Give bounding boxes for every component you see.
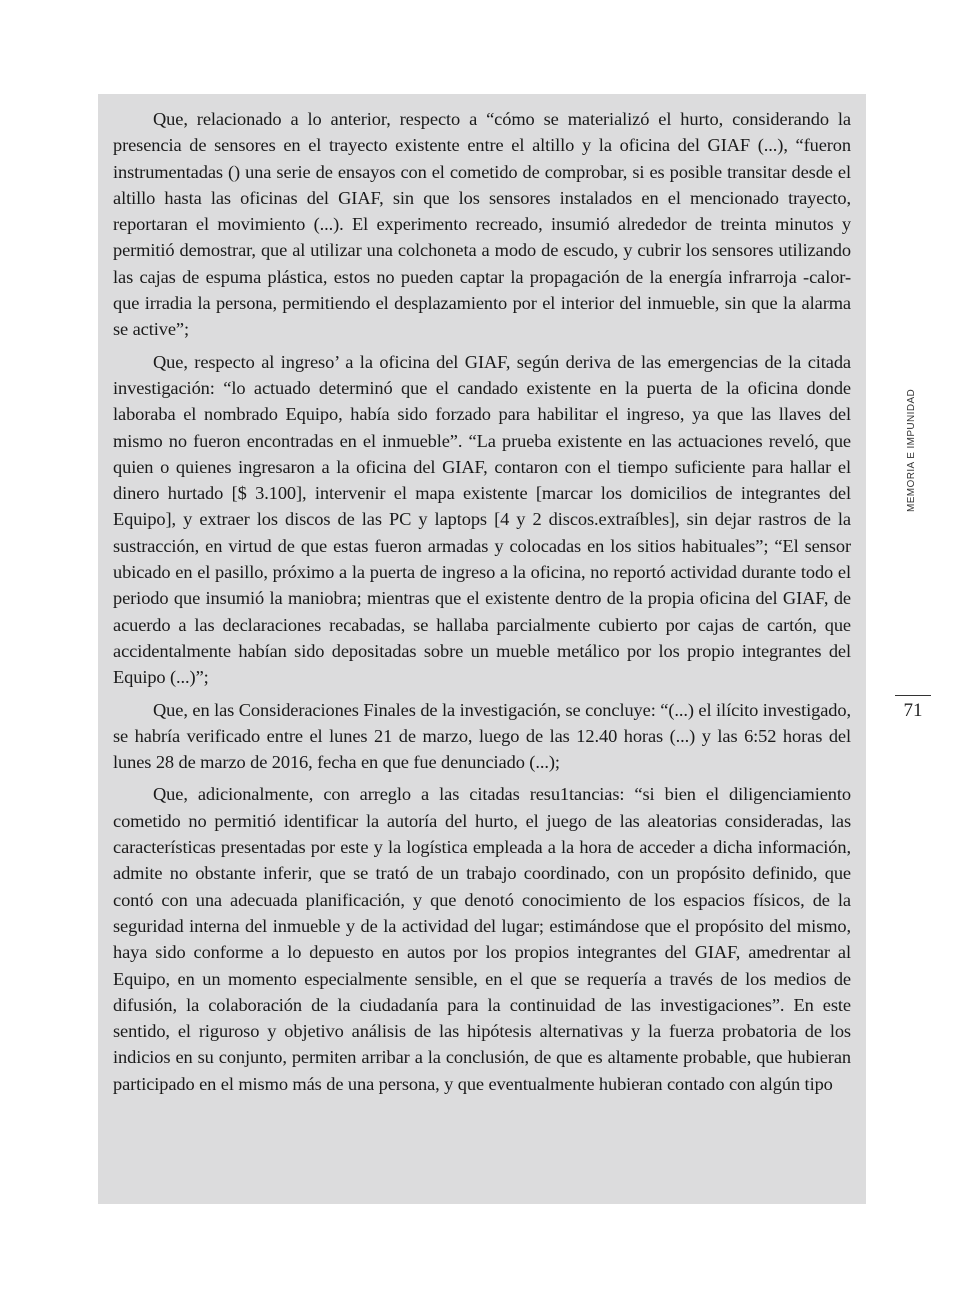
page-number: 71 <box>903 700 923 721</box>
quoted-text-box <box>98 94 866 1204</box>
paragraph-3: Que, en las Consideraciones Finales de la investigación, se concluye: “(...) el ilícito investigado, se habría verificado entre el lunes 21 de marzo, luego de las 12.40 horas (...) y las 6:52 horas del lunes 28 de marzo de 2016, fecha en que fue denunciado (...); <box>113 699 851 773</box>
page-number-rule <box>895 695 931 696</box>
paragraph-1: Que, relacionado a lo anterior, respecto a “cómo se materializó el hurto, considerando la presencia de sensores en el trayecto existente entre el altillo y la oficina del GIAF (...), “fueron instrumentadas () una serie de ensayos con el cometido de comprobar, si es posible transitar desde el altillo hasta las oficinas del GIAF, sin que los sensores instalados en el mencionado trayecto, reportaran el movimiento (...). El experimento recreado, insumió alrededor de treinta minutos y permitió demostrar, que al utilizar una colchoneta a modo de escudo, y cubrir los sensores utilizando las cajas de espuma plástica, estos no pueden captar la propagación de la energía infrarroja -calor- que irradia la persona, permitiendo el desplazamiento por el interior del inmueble, sin que la alarma se active”; <box>113 109 851 340</box>
paragraph-4: Que, adicionalmente, con arreglo a las citadas resu1tancias: “si bien el diligenciamiento cometido no permitió identificar la autoría del hurto, el juego de las aleatorias consideradas, las características presentadas por este y la logística empleada a la hora de acceder a dicha información, admite no obstante inferir, que se trató de un trabajo coordinado, con un propósito definido, que contó con una adecuada planificación, y que denotó conocimiento de los espacios físicos, de la seguridad interna del inmueble y de la actividad del lugar; estimándose que el propósito del mismo, haya sido conforme a lo depuesto en autos por los propios integrantes del GIAF, amedrentar al Equipo, en un momento especialmente sensible, en el que se requería a través de los medios de difusión, la colaboración de la ciudadanía para la continuidad de las investigaciones”. En este sentido, el riguroso y objetivo análisis de las hipótesis alternativas y la fuerza probatoria de los indicios en su conjunto, permiten arribar a la conclusión, de que es altamente probable, que hubieran participado en el mismo más de una persona, y que eventualmente hubieran contado con algún tipo <box>113 784 851 1094</box>
running-head-vertical: MEMORIA E IMPUNIDAD <box>906 388 917 512</box>
paragraph-2: Que, respecto al ingreso’ a la oficina del GIAF, según deriva de las emergencias de la citada investigación: “lo actuado determinó que el candado existente en la puerta de la oficina donde laboraba el nombrado Equipo, había sido forzado para habilitar el ingreso, ya que las llaves del mismo no fueron encontradas en el inmueble”. “La prueba existente en las actuaciones reveló, que quien o quienes ingresaron a la oficina del GIAF, contaron con el tiempo suficiente para hallar el dinero hurtado [$ 3.100], intervenir el mapa existente [marcar los domicilios de integrantes del Equipo], y extraer los discos de las PC y laptops [4 y 2 discos.extraíbles], sin dejar rastros de la sustracción, en virtud de que estas fueron armadas y colocadas en los sitios habituales”; “El sensor ubicado en el pasillo, próximo a la puerta de ingreso a la oficina, no reportó actividad durante todo el periodo que insumió la maniobra; mientras que el existente dentro de la propia oficina del GIAF, de acuerdo a las declaraciones recabadas, se hallaba parcialmente cubierto por cajas de cartón, que accidentalmente habían sido depositadas sobre un mueble metálico por los propio integrantes del Equipo (...)”; <box>113 351 851 688</box>
